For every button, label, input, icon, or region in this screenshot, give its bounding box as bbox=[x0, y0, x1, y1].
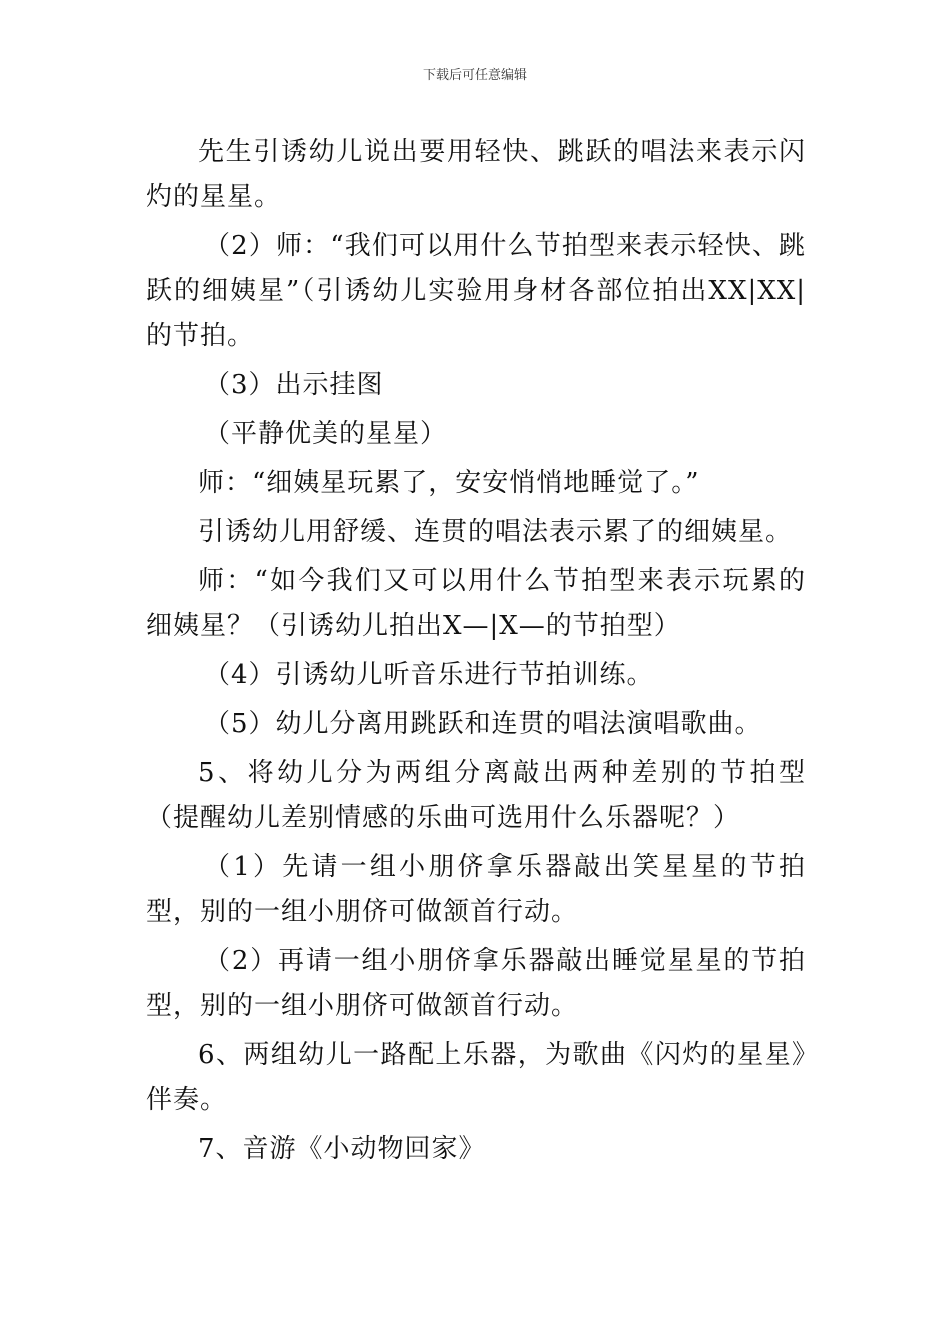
paragraph-14: 7、音游《小动物回家》 bbox=[198, 1134, 486, 1164]
paragraph-12: （2）再请一组小朋侪拿乐器敲出睡觉星星的节拍型，别的一组小朋侪可做颔首行动。 bbox=[146, 946, 806, 1021]
page-header: 下载后可任意编辑 bbox=[422, 68, 527, 83]
paragraph-2: （2）师：“我们可以用什么节拍型来表示轻快、跳跃的细姨星”（引诱幼儿实验用身材各部位拍出XX|XX|的节拍。 bbox=[146, 231, 806, 351]
paragraph-6: 引诱幼儿用舒缓、连贯的唱法表示累了的细姨星。 bbox=[198, 517, 793, 547]
document-body bbox=[146, 130, 806, 1176]
paragraph-13: 6、两组幼儿一路配上乐器，为歌曲《闪灼的星星》伴奏。 bbox=[146, 1040, 806, 1115]
paragraph-4: （平静优美的星星） bbox=[204, 419, 448, 449]
paragraph-3: （3）出示挂图 bbox=[204, 370, 384, 400]
paragraph-5: 师：“细姨星玩累了，安安悄悄地睡觉了。” bbox=[198, 468, 700, 498]
paragraph-7: 师：“如今我们又可以用什么节拍型来表示玩累的细姨星？（引诱幼儿拍出X—|X—的节拍型） bbox=[146, 566, 806, 641]
paragraph-1: 先生引诱幼儿说出要用轻快、跳跃的唱法来表示闪灼的星星。 bbox=[146, 137, 806, 212]
paragraph-10: 5、将幼儿分为两组分离敲出两种差别的节拍型（提醒幼儿差别情感的乐曲可选用什么乐器呢？） bbox=[146, 758, 806, 833]
paragraph-9: （5）幼儿分离用跳跃和连贯的唱法演唱歌曲。 bbox=[204, 709, 762, 739]
paragraph-8: （4）引诱幼儿听音乐进行节拍训练。 bbox=[204, 660, 654, 690]
paragraph-11: （1）先请一组小朋侪拿乐器敲出笑星星的节拍型，别的一组小朋侪可做颔首行动。 bbox=[146, 852, 806, 927]
